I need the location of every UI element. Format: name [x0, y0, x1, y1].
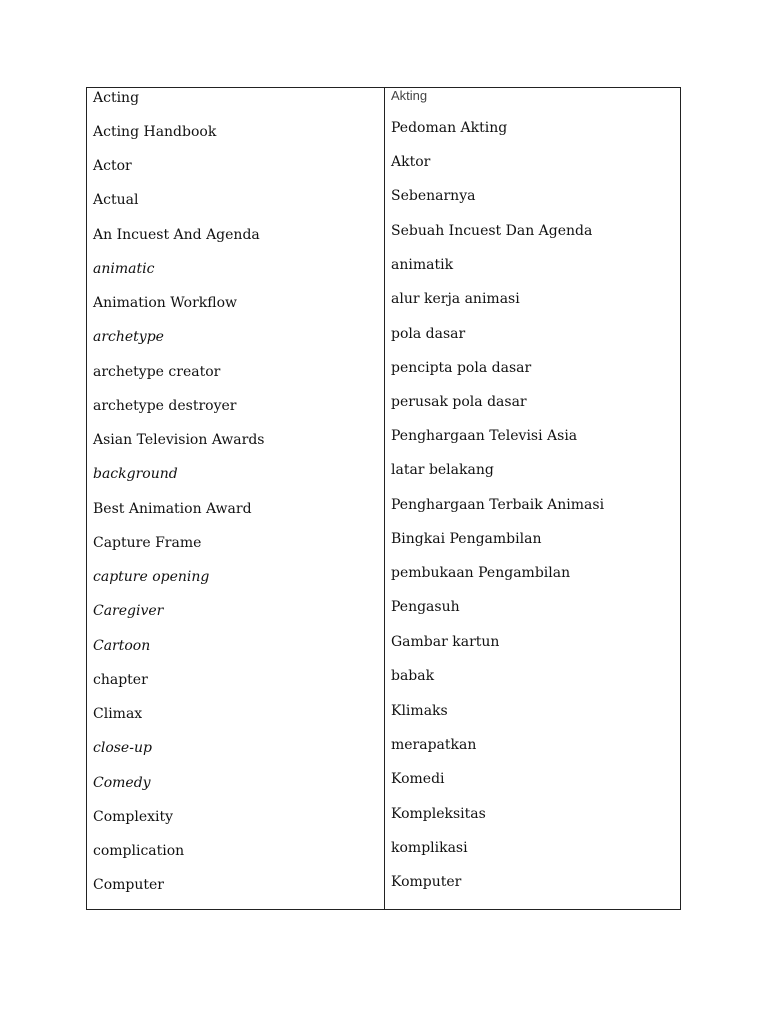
- english-term: capture opening: [93, 569, 210, 585]
- indonesian-term: babak: [391, 668, 435, 684]
- english-term: Comedy: [93, 775, 151, 791]
- indonesian-term: pola dasar: [391, 326, 466, 342]
- indonesian-term: Bingkai Pengambilan: [391, 531, 542, 547]
- english-term: Computer: [93, 877, 164, 893]
- indonesian-term: komplikasi: [391, 840, 468, 856]
- english-term: Acting: [93, 90, 140, 106]
- indonesian-term: Gambar kartun: [391, 634, 500, 650]
- english-term: Best Animation Award: [93, 501, 252, 517]
- indonesian-term: Akting: [391, 88, 428, 103]
- english-term: An Incuest And Agenda: [93, 227, 260, 243]
- indonesian-term: Pedoman Akting: [391, 120, 508, 136]
- english-term: animatic: [93, 261, 155, 277]
- english-term: Actual: [93, 192, 139, 208]
- english-term: Caregiver: [93, 603, 164, 619]
- english-term: Climax: [93, 706, 143, 722]
- column-divider: [384, 88, 385, 909]
- indonesian-term: Kompleksitas: [391, 806, 486, 822]
- english-term: Animation Workflow: [93, 295, 238, 311]
- english-term: Acting Handbook: [93, 124, 217, 140]
- english-term: background: [93, 466, 178, 482]
- indonesian-term: pencipta pola dasar: [391, 360, 532, 376]
- english-term: close-up: [93, 740, 152, 756]
- indonesian-term: Penghargaan Terbaik Animasi: [391, 497, 605, 513]
- indonesian-term: Sebenarnya: [391, 188, 476, 204]
- english-term: archetype: [93, 329, 164, 345]
- indonesian-term: Klimaks: [391, 703, 448, 719]
- indonesian-term: Aktor: [391, 154, 431, 170]
- indonesian-term: Komedi: [391, 771, 445, 787]
- indonesian-term: Sebuah Incuest Dan Agenda: [391, 223, 593, 239]
- english-term: Complexity: [93, 809, 174, 825]
- glossary-table: [86, 87, 681, 910]
- indonesian-term: alur kerja animasi: [391, 291, 520, 307]
- indonesian-term: merapatkan: [391, 737, 477, 753]
- english-term: complication: [93, 843, 185, 859]
- english-term: archetype creator: [93, 364, 221, 380]
- indonesian-term: latar belakang: [391, 462, 494, 478]
- indonesian-term: perusak pola dasar: [391, 394, 527, 410]
- indonesian-term: pembukaan Pengambilan: [391, 565, 571, 581]
- indonesian-term: Komputer: [391, 874, 462, 890]
- indonesian-term: animatik: [391, 257, 454, 273]
- indonesian-term: Pengasuh: [391, 599, 460, 615]
- english-term: Actor: [93, 158, 132, 174]
- english-term: Asian Television Awards: [93, 432, 265, 448]
- indonesian-term: Penghargaan Televisi Asia: [391, 428, 578, 444]
- english-term: Capture Frame: [93, 535, 202, 551]
- english-term: Cartoon: [93, 638, 151, 654]
- english-term: chapter: [93, 672, 148, 688]
- english-term: archetype destroyer: [93, 398, 237, 414]
